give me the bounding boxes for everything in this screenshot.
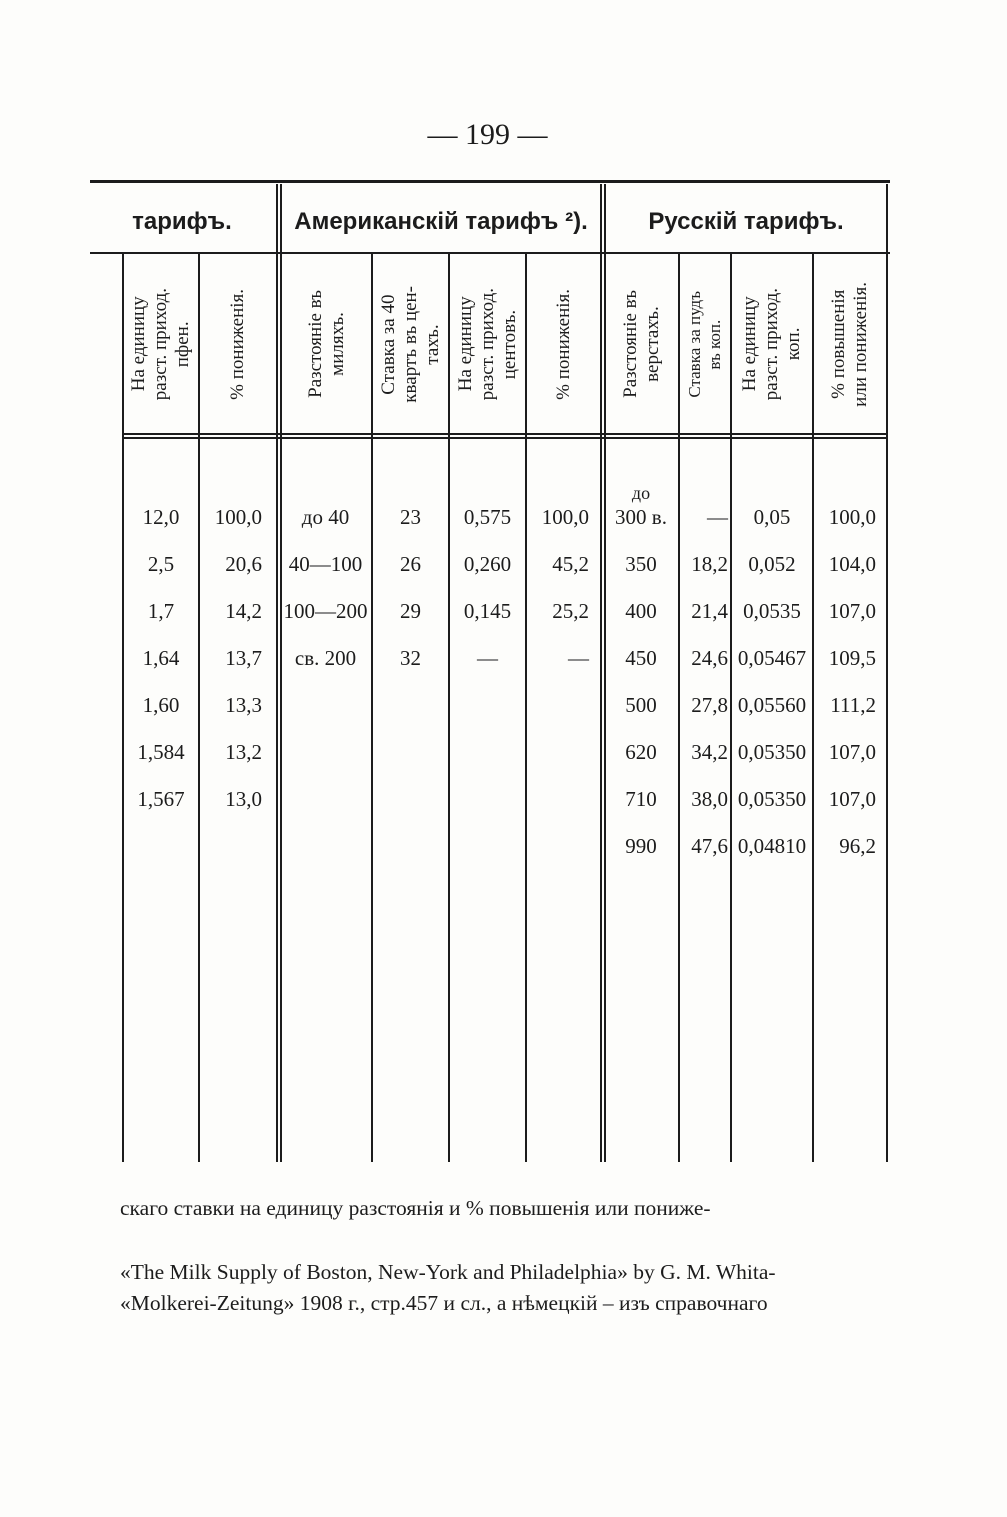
header-a3: [450, 256, 525, 432]
table-top-rule: [90, 180, 890, 183]
cell-g2: 13,0: [225, 787, 262, 811]
cell-a3: 0,145: [463, 599, 512, 623]
cell-r3: 0,04810: [737, 834, 807, 858]
cell-a2: 32: [400, 646, 421, 670]
cell-r4: 104,0: [828, 552, 876, 576]
cell-r2: 38,0: [691, 787, 728, 811]
header-a1-text: Разстояніе въ миляхъ.: [304, 290, 348, 398]
header-a4: [527, 256, 600, 432]
cell-g2: 13,7: [225, 646, 262, 670]
table-right-border: [886, 184, 888, 1162]
cell-a4: 25,2: [552, 599, 589, 623]
cell-r1: 450: [625, 646, 657, 670]
cell-a3: 0,260: [463, 552, 512, 576]
header-a1: [282, 256, 371, 432]
cell-g1: 1,64: [142, 646, 180, 670]
group-title-american: Американскій тарифъ ²).: [294, 208, 588, 235]
group-title-left: тарифъ.: [132, 208, 232, 235]
header-g1-text: На единицу разст. приход. пфен.: [128, 287, 193, 401]
cell-a1: до 40: [301, 505, 350, 529]
cell-r2: 47,6: [691, 834, 728, 858]
header-r4-text: % повышенія или пониженія.: [828, 281, 871, 407]
footer-line-3: «Molkerei-Zeitung» 1908 г., стр.457 и сл., а нѣмецкій – изъ справочнаго: [120, 1291, 768, 1315]
header-a4-text: % пониженія.: [552, 288, 574, 400]
cell-r2: 34,2: [691, 740, 728, 764]
cell-g1: 2,5: [147, 552, 175, 576]
cell-a4: —: [568, 646, 589, 670]
header-g2: [200, 256, 276, 432]
divider-left-american: [276, 184, 278, 1162]
cell-r4: 109,5: [828, 646, 876, 670]
header-r2: [680, 256, 730, 432]
cell-a3: 0,575: [463, 505, 512, 529]
cell-g2: 13,3: [225, 693, 262, 717]
cell-a4: [527, 831, 589, 861]
cell-g2: 100,0: [214, 505, 262, 529]
cell-a1: [282, 690, 369, 720]
cell-r1-prefix: до: [631, 483, 651, 503]
cell-a2: [373, 831, 448, 861]
cell-r3: 0,05467: [737, 646, 807, 670]
cell-a1: 100—200: [283, 599, 368, 623]
cell-a1: [282, 784, 369, 814]
group-title-rule: [90, 252, 890, 254]
cell-a2: [373, 784, 448, 814]
cell-g2: 13,2: [225, 740, 262, 764]
cell-a4: 100,0: [541, 505, 589, 529]
cell-r4: 107,0: [828, 787, 876, 811]
cell-r4: 111,2: [830, 693, 876, 717]
cell-g1: 1,567: [137, 787, 185, 811]
footer-line-1: скаго ставки на единицу разстоянія и % повышенія или пониже-: [120, 1196, 711, 1220]
cell-a1: св. 200: [294, 646, 357, 670]
cell-r4: 100,0: [828, 505, 876, 529]
cell-a4: [527, 690, 589, 720]
cell-r2: 18,2: [691, 552, 728, 576]
header-a2-text: Ставка за 40 квартъ въ цен- тахъ.: [377, 285, 443, 403]
cell-a3: —: [477, 646, 498, 670]
cell-g2: 20,6: [225, 552, 262, 576]
cell-a2: 23: [400, 505, 421, 529]
cell-r1: 500: [625, 693, 657, 717]
cell-a1: [282, 737, 369, 767]
cell-a4: [527, 737, 589, 767]
cell-g2: [200, 831, 262, 861]
header-a2: [373, 256, 448, 432]
cell-a3: [452, 831, 523, 861]
header-bottom-rule-2: [122, 437, 887, 439]
cell-a3: [452, 784, 523, 814]
cell-g2: 14,2: [225, 599, 262, 623]
cell-a1: 40—100: [288, 552, 363, 576]
header-bottom-rule: [122, 433, 887, 435]
cell-a2: 26: [400, 552, 421, 576]
cell-a3: [452, 737, 523, 767]
cell-a2: [373, 690, 448, 720]
cell-a2: 29: [400, 599, 421, 623]
cell-r3: 0,05: [753, 505, 791, 529]
header-r4: [814, 256, 886, 432]
cell-g1: 1,7: [147, 599, 175, 623]
cell-g1: [126, 831, 196, 861]
cell-a2: [373, 737, 448, 767]
cell-r2: 27,8: [691, 693, 728, 717]
cell-r3: 0,0535: [743, 599, 801, 623]
footer-line-2: «The Milk Supply of Boston, New-York and Philadelphia» by G. M. Whita-: [120, 1260, 776, 1284]
header-a3-text: На единицу разст. приход. центовъ.: [454, 287, 520, 401]
header-r3-text: На единицу разст. приход. коп.: [739, 287, 804, 401]
cell-r3: 0,05560: [737, 693, 807, 717]
header-g2-text: % пониженія.: [227, 288, 248, 400]
cell-r1: 400: [625, 599, 657, 623]
header-r2-text: Ставка за пудъ въ коп.: [685, 290, 724, 398]
page-number: — 199 —: [427, 118, 548, 151]
header-r1-text: Разстояніе въ верстахъ.: [620, 290, 663, 398]
cell-r1: 620: [625, 740, 657, 764]
header-r3: [732, 256, 812, 432]
group-title-russian: Русскій тарифъ.: [648, 208, 844, 235]
cell-r1: 710: [625, 787, 657, 811]
cell-r1: 350: [625, 552, 657, 576]
header-r1: [606, 256, 678, 432]
header-g1: [124, 256, 198, 432]
cell-r1: 300 в.: [615, 505, 667, 529]
cell-r2: 21,4: [691, 599, 728, 623]
divider-american-russian: [600, 184, 602, 1162]
cell-a3: [452, 690, 523, 720]
cell-g1: 1,60: [142, 693, 180, 717]
cell-r4: 107,0: [828, 599, 876, 623]
cell-r2: 24,6: [691, 646, 728, 670]
cell-r2: —: [707, 505, 728, 529]
cell-g1: 1,584: [137, 740, 185, 764]
cell-r3: 0,052: [748, 552, 796, 576]
cell-a1: [282, 831, 369, 861]
cell-r3: 0,05350: [737, 740, 807, 764]
cell-a4: [527, 784, 589, 814]
cell-a4: 45,2: [552, 552, 589, 576]
cell-r3: 0,05350: [737, 787, 807, 811]
cell-r4: 107,0: [828, 740, 876, 764]
cell-g1: 12,0: [142, 505, 180, 529]
cell-r1: 990: [625, 834, 657, 858]
cell-r4: 96,2: [839, 834, 876, 858]
